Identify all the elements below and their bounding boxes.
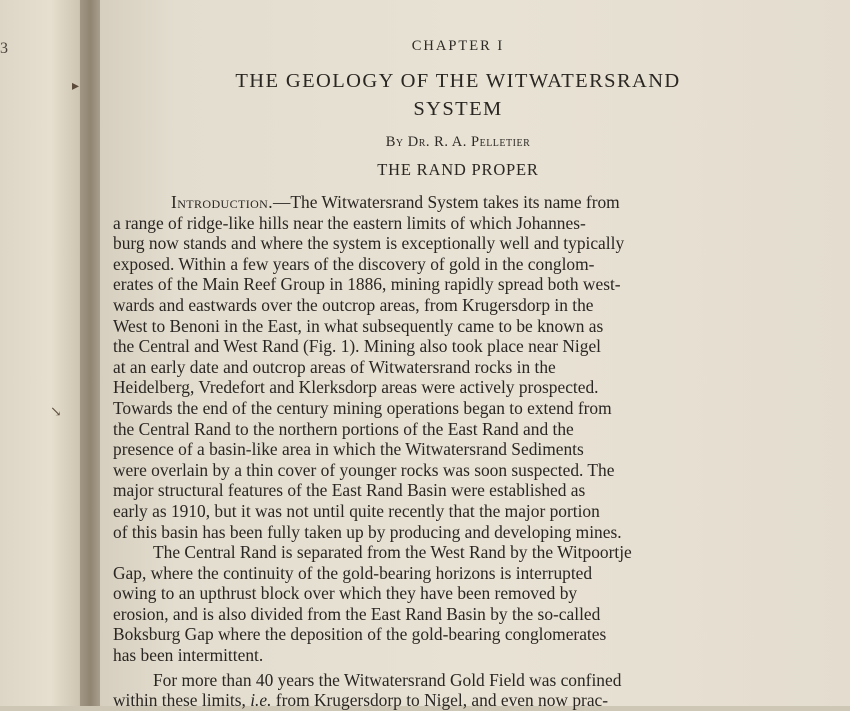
title-line-2: SYSTEM bbox=[413, 98, 503, 120]
introduction-lead: Introduction. bbox=[171, 192, 273, 212]
text-line: presence of a basin-like area in which the Witwatersrand Sediments bbox=[113, 439, 584, 460]
title-line-1: THE GEOLOGY OF THE WITWATERSRAND bbox=[235, 70, 681, 92]
text-line: The Central Rand is separated from the West Rand by the Witpoortje bbox=[153, 542, 632, 563]
margin-mark: ▸ bbox=[72, 78, 80, 94]
paragraph-gold-field bbox=[113, 670, 773, 711]
text-line: within these limits, i.e. from Krugersdorp to Nigel, and even now prac- bbox=[113, 690, 609, 711]
text-line: wards and eastwards over the outcrop areas, from Krugersdorp in the bbox=[113, 294, 594, 315]
text-line: were overlain by a thin cover of younger rocks was soon suspected. The bbox=[113, 459, 615, 480]
text-line: Heidelberg, Vredefort and Klerksdorp areas were actively prospected. bbox=[113, 377, 599, 398]
text-line: West to Benoni in the East, in what subsequently came to be known as bbox=[113, 315, 604, 336]
text-line: the Central and West Rand (Fig. 1). Mining also took place near Nigel bbox=[113, 336, 602, 357]
text-line: burg now stands and where the system is exceptionally well and typically bbox=[113, 233, 625, 254]
text-line: major structural features of the East Rand Basin were established as bbox=[113, 480, 586, 501]
text-line: early as 1910, but it was not until quite recently that the major portion bbox=[113, 500, 600, 521]
text-line: Towards the end of the century mining operations began to extend from bbox=[113, 397, 612, 418]
text-line: For more than 40 years the Witwatersrand Gold Field was confined bbox=[153, 669, 622, 690]
left-page-edge bbox=[0, 0, 92, 706]
paragraph-introduction bbox=[113, 192, 773, 542]
text-line: has been intermittent. bbox=[113, 645, 264, 666]
author-byline: By Dr. R. A. Pelletier bbox=[385, 134, 531, 150]
text-line: Boksburg Gap where the deposition of the gold-bearing conglomerates bbox=[113, 624, 607, 645]
ie-abbreviation: i.e. bbox=[250, 690, 272, 711]
chapter-title bbox=[143, 67, 773, 123]
text-line: Gap, where the continuity of the gold-bearing horizons is interrupted bbox=[113, 562, 593, 583]
text-line: erates of the Main Reef Group in 1886, mining rapidly spread both west- bbox=[113, 274, 621, 295]
text-line: the Central Rand to the northern portions of the East Rand and the bbox=[113, 418, 574, 439]
chapter-heading: CHAPTER I bbox=[411, 38, 505, 54]
page-content bbox=[113, 38, 773, 711]
text-line: at an early date and outcrop areas of Witwatersrand rocks in the bbox=[113, 356, 556, 377]
text-line: Introduction.—The Witwatersrand System takes its name from bbox=[171, 192, 620, 212]
text-line: erosion, and is also divided from the East Rand Basin by the so-called bbox=[113, 603, 601, 624]
text-line: a range of ridge-like hills near the eastern limits of which Johannes- bbox=[113, 212, 586, 233]
book-page bbox=[50, 0, 850, 711]
text-line: exposed. Within a few years of the discovery of gold in the conglom- bbox=[113, 253, 595, 274]
section-heading: THE RAND PROPER bbox=[377, 160, 539, 179]
left-page-number: 3 bbox=[0, 40, 8, 57]
margin-mark: ↘ bbox=[50, 404, 62, 420]
text-line: of this basin has been fully taken up by producing and developing mines. bbox=[113, 521, 622, 542]
paragraph-central-rand bbox=[113, 542, 773, 666]
text-line: owing to an upthrust block over which they have been removed by bbox=[113, 583, 578, 604]
